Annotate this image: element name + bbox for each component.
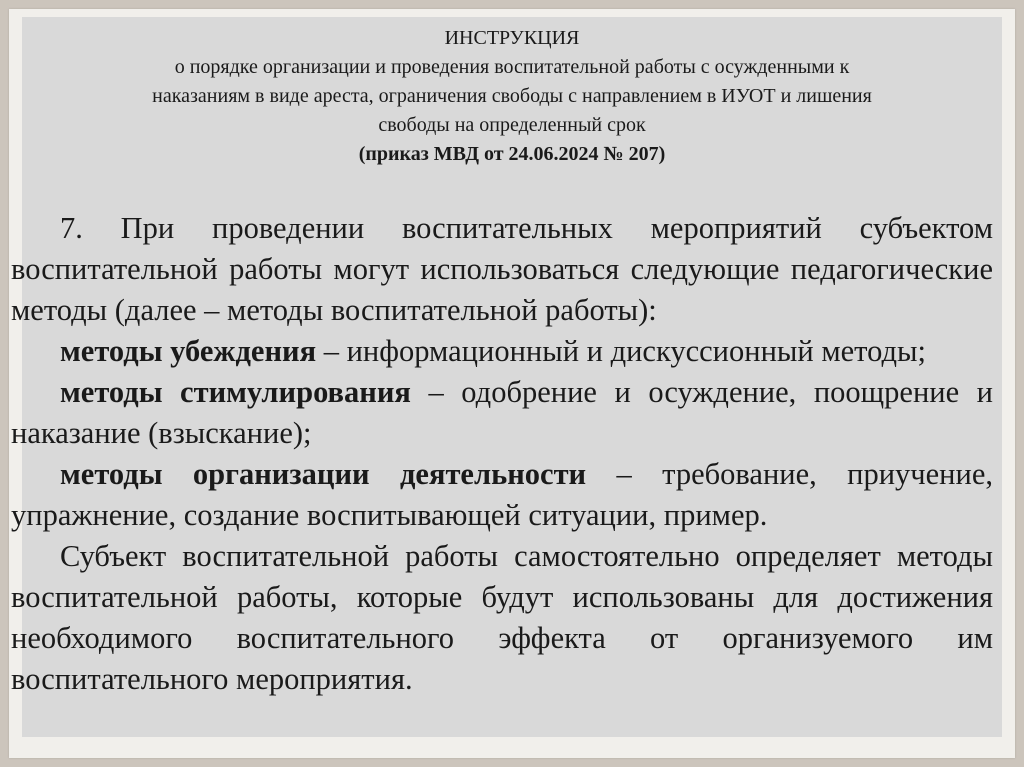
paragraph-method-activity — [11, 454, 993, 536]
paragraph-method-persuasion — [11, 331, 993, 372]
document-subtitle-line-1: о порядке организации и проведения воспитательной работы с осужденными к — [174, 56, 850, 78]
document-subtitle-line-2: наказаниям в виде ареста, ограничения свободы с направлением в ИУОТ и лишения — [152, 85, 872, 107]
order-reference: (приказ МВД от 24.06.2024 № 207) — [358, 143, 666, 165]
method-persuasion-term: методы убеждения — [60, 334, 317, 368]
method-activity-text: – требование, приучение, упражнение, создание воспитывающей ситуации, пример. — [11, 457, 993, 532]
paragraph-method-stimulation — [11, 372, 993, 454]
method-stimulation-text: – одобрение и осуждение, поощрение и наказание (взыскание); — [11, 375, 993, 450]
paragraph-intro: 7. При проведении воспитательных мероприятий субъектом воспитательной работы могут использоваться следующие педагогические методы (далее – методы воспитательной работы): — [11, 211, 993, 327]
document-title: ИНСТРУКЦИЯ — [444, 27, 580, 49]
method-persuasion-text: – информационный и дискуссионный методы; — [316, 334, 926, 368]
document-header — [22, 24, 1002, 169]
document-subtitle-line-3: свободы на определенный срок — [378, 114, 646, 136]
method-stimulation-term: методы стимулирования — [60, 375, 411, 409]
paragraph-conclusion: Субъект воспитательной работы самостоятельно определяет методы воспитательной работы, которые будут использованы для достижения необходимого воспитательного эффекта от организуемого им воспитательного мероприятия. — [11, 539, 993, 696]
document-body — [11, 208, 993, 700]
method-activity-term: методы организации деятельности — [60, 457, 587, 491]
